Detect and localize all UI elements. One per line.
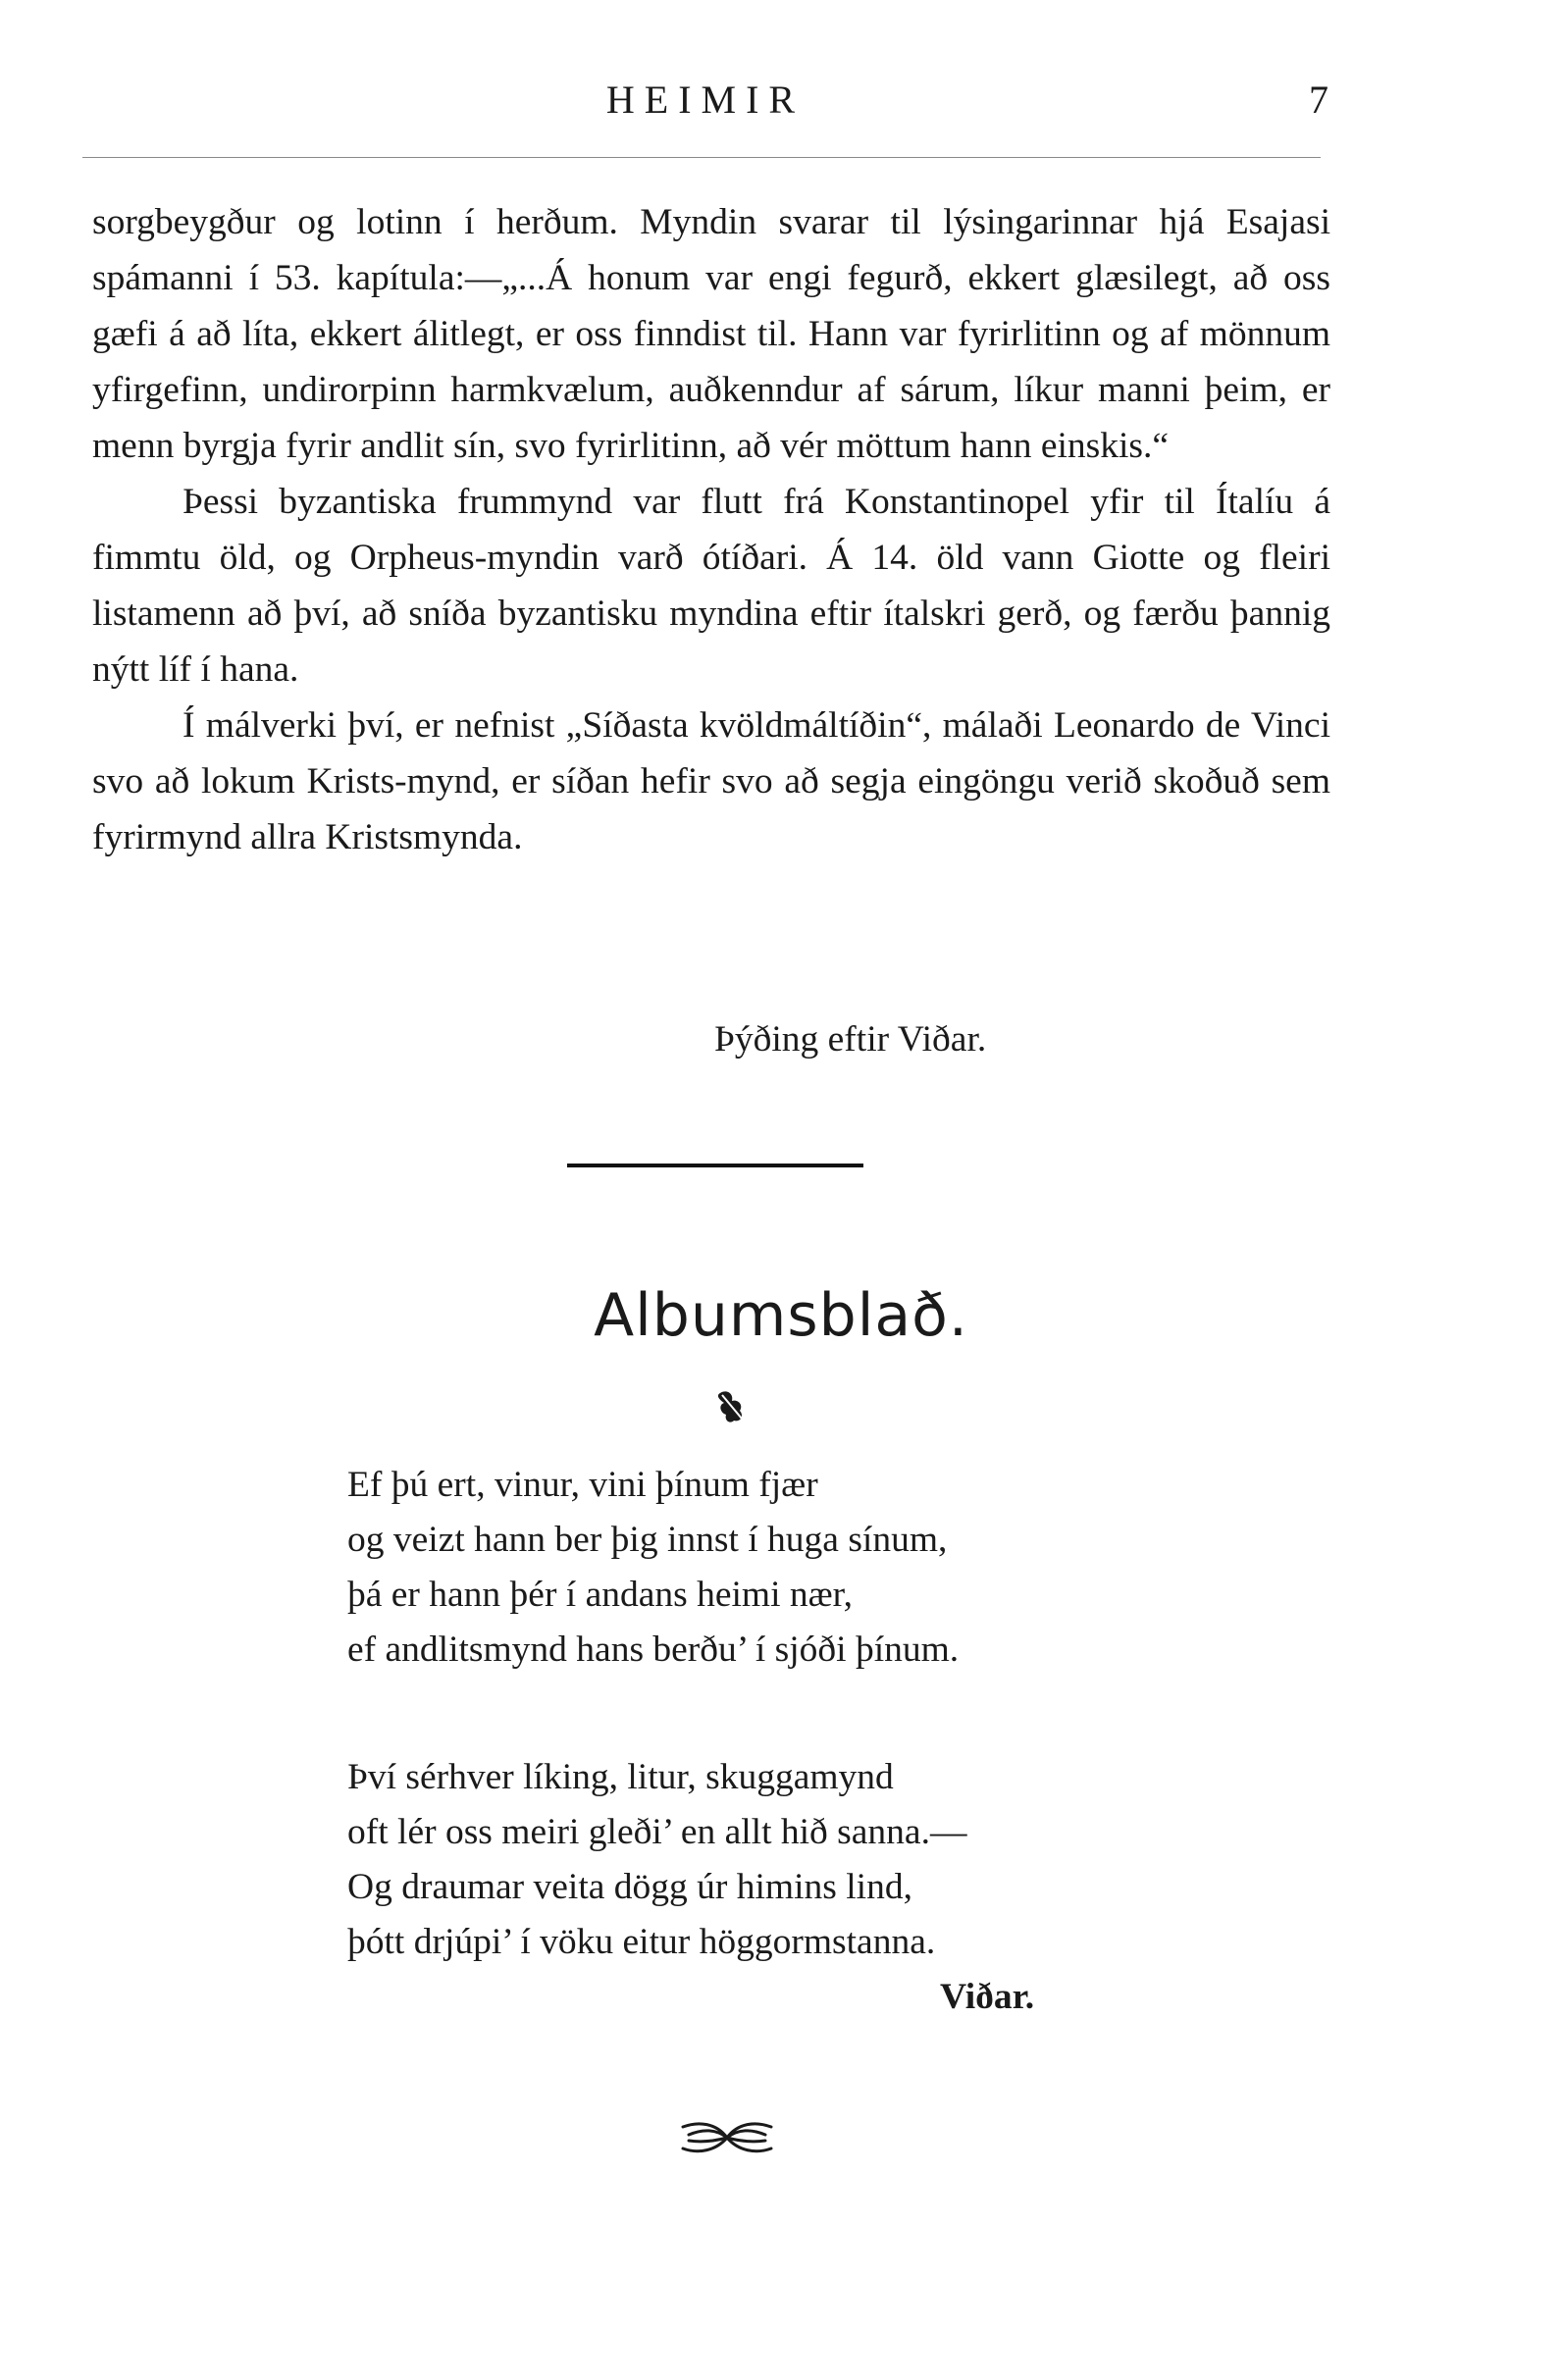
article-paragraph-1: sorgbeygður og lotinn í herðum. Myndin svarar til lýsingarinnar hjá Esajasi spámanni í 53. kapítula:—„...Á honum var engi fegurð, ekkert glæsilegt, að oss gæfi á að líta, ekkert álitlegt, er oss finndist til. Hann var fyrirlitinn og af mönnum yfirgefinn, undirorpinn harmkvælum, auðkenndur af sárum, líkur manni þeim, er menn byrgja fyrir andlit sín, svo fyrirlitinn, að vér möttum hann einskis.“ xyxy=(92,202,1330,466)
poem-line: oft lér oss meiri gleði’ en allt hið sanna.— xyxy=(347,1812,967,1852)
leaf-fleuron-icon xyxy=(714,1387,750,1426)
header-rule xyxy=(82,157,1321,158)
poem-line: Og draumar veita dögg úr himins lind, xyxy=(347,1867,912,1907)
poem-line: og veizt hann ber þig innst í huga sínum, xyxy=(347,1520,948,1560)
article-paragraph-3: Í málverki því, er nefnist „Síðasta kvöldmáltíðin“, málaði Leonardo de Vinci svo að lokum Krists-mynd, er síðan hefir svo að segja eingöngu verið skoðuð sem fyrirmynd allra Kristsmynda. xyxy=(92,705,1330,857)
article-paragraph-2: Þessi byzantiska frummynd var flutt frá Konstantinopel yfir til Ítalíu á fimmtu öld, og Orpheus-myndin varð ótíðari. Á 14. öld vann Giotte og fleiri listamenn að því, að sníða byzantisku myndina eftir ítalskri gerð, og færðu þannig nýtt líf í hana. xyxy=(92,482,1330,690)
poem-stanza-1 xyxy=(347,1458,1328,1678)
page-number: 7 xyxy=(1309,78,1328,122)
poem-line: Ef þú ert, vinur, vini þínum fjær xyxy=(347,1465,818,1505)
running-title: HEIMIR xyxy=(605,78,806,122)
running-head xyxy=(82,77,1328,126)
poem-stanza-2 xyxy=(347,1750,1328,1970)
poem-body xyxy=(347,1458,1328,2043)
poem-signature: Viðar. xyxy=(940,1977,1035,2017)
section-divider-rule xyxy=(567,1164,863,1167)
double-scroll-tailpiece-icon xyxy=(677,2115,777,2160)
translator-credit: Þýðing eftir Viðar. xyxy=(714,1019,987,1060)
poem-line: Því sérhver líking, litur, skuggamynd xyxy=(347,1757,894,1797)
poem-line: þá er hann þér í andans heimi nær, xyxy=(347,1575,854,1615)
poem-title: Albumsblað. xyxy=(594,1281,968,1350)
poem-line: ef andlitsmynd hans berðu’ í sjóði þínum. xyxy=(347,1630,960,1670)
poem-line: þótt drjúpi’ í vöku eitur höggormstanna. xyxy=(347,1922,936,1962)
article-body xyxy=(92,194,1330,865)
